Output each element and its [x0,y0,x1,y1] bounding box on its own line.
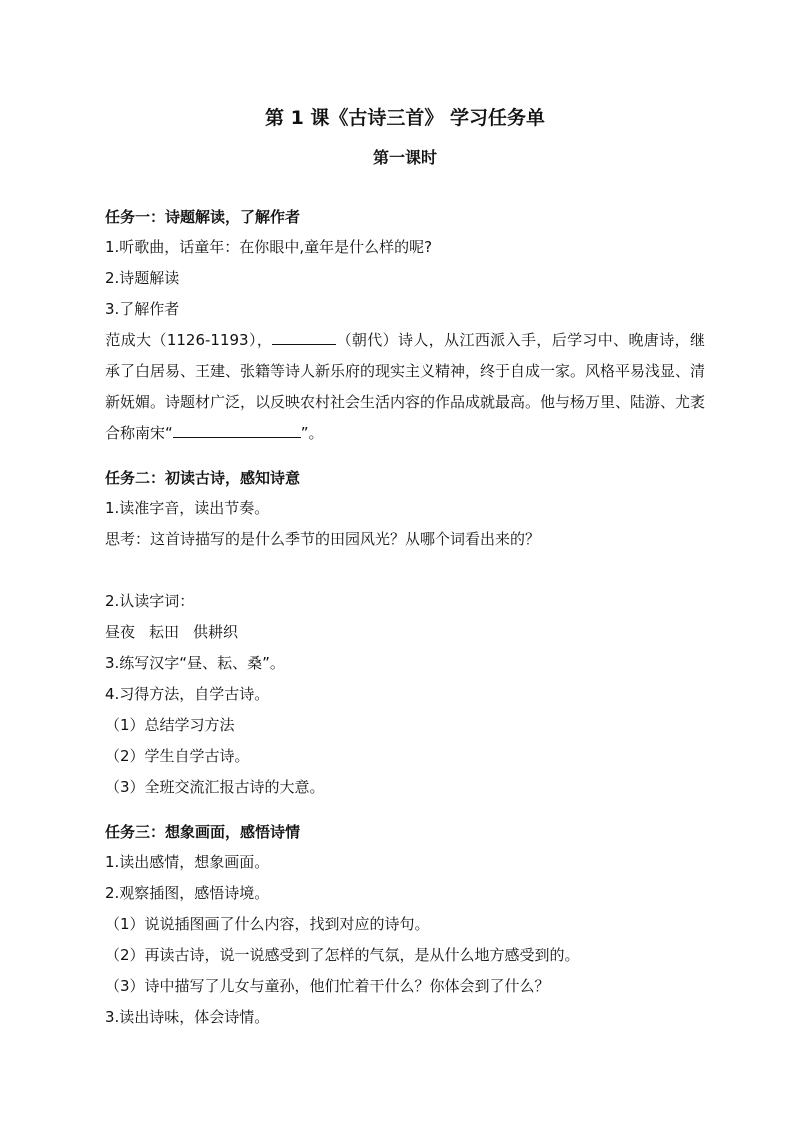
author-para-end: ”。 [300,424,324,442]
task1-item3: 3.了解作者 [105,300,180,318]
author-para-start: 范成大（1126-1193）， [105,331,273,349]
task3-item3: 3.读出诗味，体会诗情。 [105,1008,270,1026]
task1-heading: 任务一：诗题解读，了解作者 [105,208,301,226]
task2-item4: 4.习得方法，自学古诗。 [105,685,270,703]
task2-sub2: （2）学生自学古诗。 [105,747,250,765]
task2-heading: 任务二：初读古诗，感知诗意 [105,469,301,487]
task2-item3: 3.练写汉字“昼、耘、桑”。 [105,654,285,672]
task3-sub3: （3）诗中描写了儿女与童孙，他们忙着干什么？你体会到了什么？ [105,977,550,995]
task3-sub2: （2）再读古诗，说一说感受到了怎样的气氛，是从什么地方感受到的。 [105,946,580,964]
document-content [105,104,705,1033]
task1-item1: 1.听歌曲，话童年：在你眼中,童年是什么样的呢? [105,238,433,256]
task2-sub3: （3）全班交流汇报古诗的大意。 [105,778,325,796]
task2-sub1: （1）总结学习方法 [105,716,235,734]
page-subtitle: 第一课时 [372,148,437,167]
author-paragraph [105,325,705,449]
task3-heading: 任务三：想象画面，感悟诗情 [105,823,301,841]
task3-item2: 2.观察插图，感悟诗境。 [105,884,270,902]
answer-space [105,555,705,586]
task2-item1: 1.读准字音，读出节奏。 [105,499,270,517]
word-item: 昼夜 [105,623,136,641]
task3-sub1: （1）说说插图画了什么内容，找到对应的诗句。 [105,915,430,933]
word-item: 耘田 [149,623,180,641]
task1-item2: 2.诗题解读 [105,269,180,287]
task2-think: 思考：这首诗描写的是什么季节的田园风光？从哪个词看出来的？ [105,530,541,548]
dynasty-blank[interactable] [272,330,336,345]
poets-blank[interactable] [173,423,301,438]
word-item: 供耕织 [193,623,239,641]
word-list [105,617,705,648]
page-title: 第 1 课《古诗三首》 学习任务单 [264,107,546,129]
task2-item2: 2.认读字词： [105,592,195,610]
author-para-middle: （朝代）诗人，从江西派入手，后学习中、晚唐诗，继承了白居易、王建、张籍等诗人新乐府的现实主义精神，终于自成一家。风格平易浅显、清新妩媚。诗题材广泛，以反映农村社会生活内容的作品成就最高。他与杨万里、陆游、尤袤合称南宋“ [105,331,706,442]
task3-item1: 1.读出感情，想象画面。 [105,853,270,871]
